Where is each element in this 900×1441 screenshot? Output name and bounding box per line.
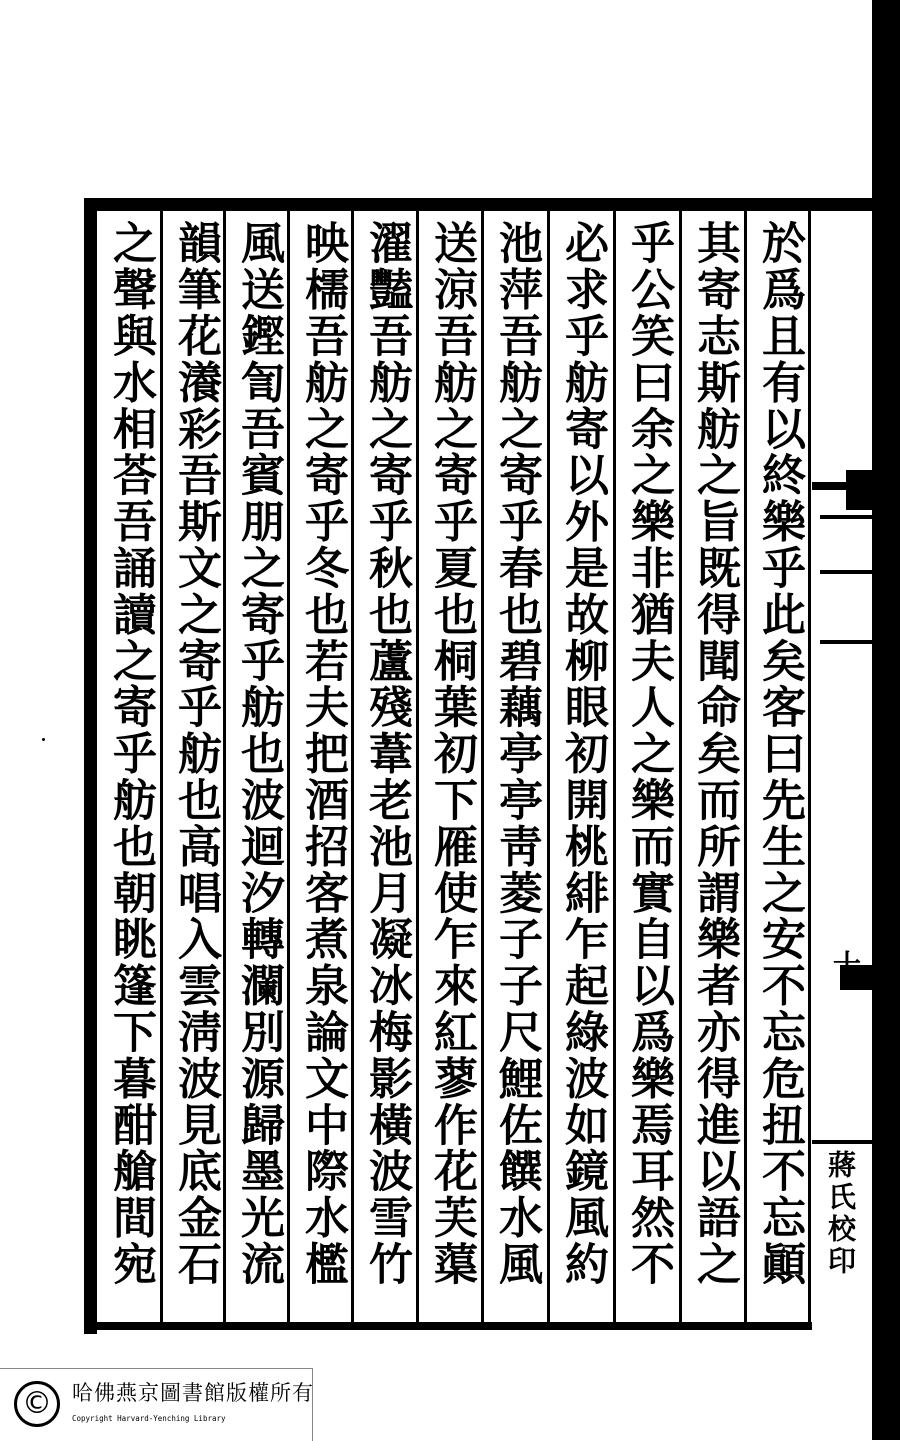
book-binding-edge [872, 0, 900, 1440]
frame-right-border [808, 211, 811, 1326]
text-column-8: 映檽吾舫之寄乎冬也若夫把酒招客煮泉論文中際水檻 [297, 220, 348, 1288]
text-column-6: 送涼吾舫之寄乎夏也桐葉初下雁使乍來紅蓼作花芙蕖 [426, 220, 477, 1288]
column-rule [547, 211, 550, 1323]
column-rule [351, 211, 354, 1323]
copyright-text-english: Copyright Harvard-Yenching Library [72, 1414, 226, 1423]
column-rule [287, 211, 290, 1323]
column-rule [744, 211, 747, 1323]
binding-notch [820, 570, 876, 574]
copyright-text-chinese: 哈佛燕京圖書館版權所有 [72, 1381, 314, 1405]
fish-tail-mark [812, 482, 874, 490]
fish-tail-mark [812, 1140, 874, 1144]
frame-top-border [84, 198, 874, 211]
text-column-4: 必求乎舫寄以外是故柳眼初開桃緋乍起綠波如鏡風約 [557, 220, 608, 1288]
column-rule [613, 211, 616, 1323]
text-column-10: 韻筆花瀁彩吾斯文之寄乎舫也高唱入雲淸波見底金石 [170, 220, 221, 1288]
binding-notch [820, 640, 876, 644]
frame-bottom-border [84, 1322, 812, 1330]
column-rule [679, 211, 682, 1323]
copyright-icon: © [14, 1381, 60, 1427]
text-column-5: 池萍吾舫之寄乎春也碧藕亭亭靑菱子子尺鯉佐饌水風 [491, 220, 542, 1288]
column-rule [223, 211, 226, 1323]
publisher-mark: 蔣氏校印 [824, 1150, 857, 1278]
column-rule [160, 211, 163, 1323]
column-rule [416, 211, 419, 1323]
copyright-footer [0, 1368, 313, 1441]
binding-notch [846, 470, 876, 510]
text-column-3: 乎公笑曰余之樂非猶夫人之樂而實自以爲樂焉耳然不 [623, 220, 674, 1288]
column-rule [481, 211, 484, 1323]
text-column-1: 於爲且有以終樂乎此矣客曰先生之安不忘危扭不忘顚 [754, 220, 805, 1288]
text-column-7: 濯豔吾舫之寄乎秋也蘆殘葦老池月凝冰梅影橫波雪竹 [361, 220, 412, 1288]
text-column-9: 風送鏗訇吾賓朋之寄乎舫也波迴汐轉瀾別源歸墨光流 [233, 220, 284, 1288]
frame-left-border [84, 198, 97, 1334]
binding-notch [820, 515, 876, 519]
text-column-11: 之聲與水相荅吾誦讀之寄乎舫也朝眺篷下暮酣艙間宛 [105, 220, 156, 1288]
page-number: 十 [829, 950, 862, 978]
ink-speck [42, 738, 45, 741]
text-column-2: 其寄志斯舫之旨既得聞命矣而所謂樂者亦得進以語之 [689, 220, 740, 1288]
